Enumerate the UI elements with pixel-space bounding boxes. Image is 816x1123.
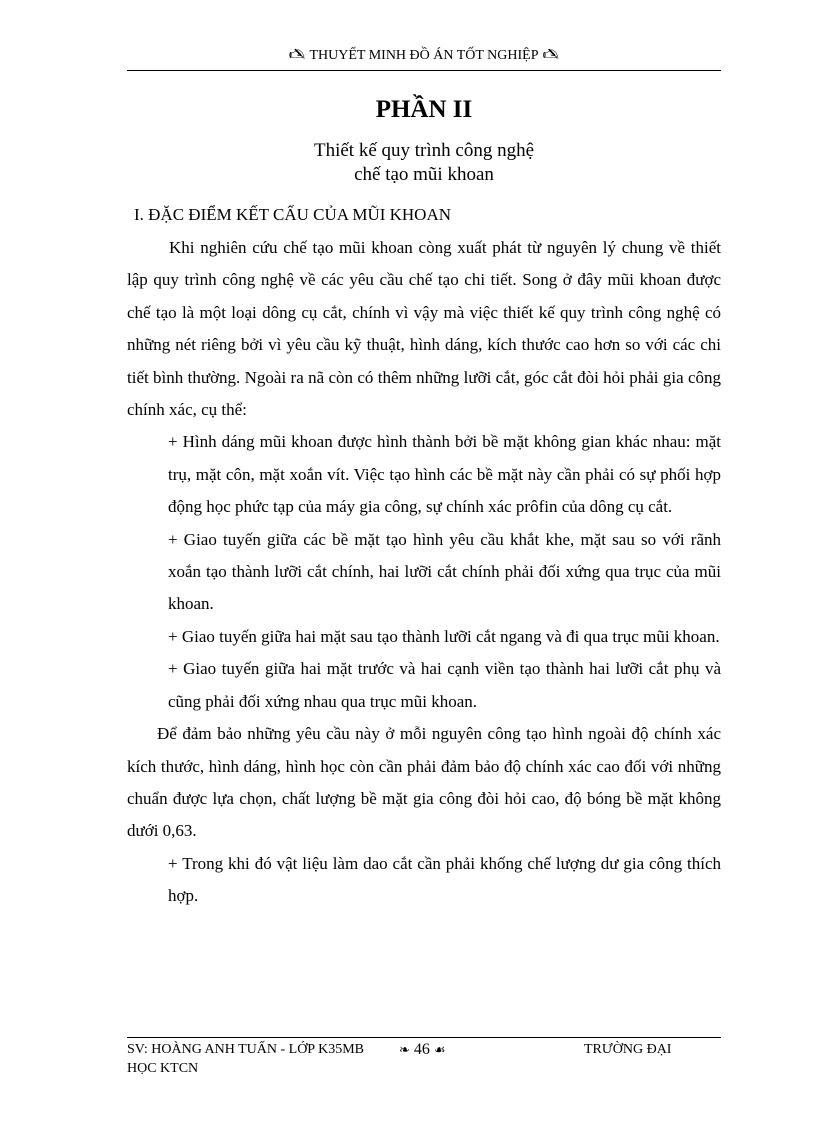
part-title: PHẦN II bbox=[375, 96, 473, 123]
bullet-paragraph: + Giao tuyến giữa hai mặt trước và hai cạnh viền tạo thành hai lưỡi cắt phụ và cũng phải đối xứng nhau qua trục mũi khoan. bbox=[168, 659, 721, 711]
page-number: 46 bbox=[413, 1041, 430, 1058]
footer-author: SV: HOÀNG ANH TUẤN - LỚP K35MB bbox=[127, 1042, 364, 1057]
floral-ornament-icon: ☙ bbox=[433, 1042, 446, 1057]
footer-school-continued: HỌC KTCN bbox=[127, 1061, 199, 1076]
footer-school: TRƯỜNG ĐẠI bbox=[584, 1042, 672, 1057]
bullet-paragraph: + Giao tuyến giữa các bề mặt tạo hình yêu cầu khắt khe, mặt sau so với rãnh xoắn tạo thành lưỡi cắt chính, hai lưỡi cắt chính phải đối xứng qua trục của mũi khoan. bbox=[168, 529, 721, 614]
header-title: THUYẾT MINH ĐỒ ÁN TỐT NGHIỆP bbox=[309, 48, 539, 63]
hand-pointer-left-icon: 🖎 bbox=[288, 48, 306, 63]
section-heading: I. ĐẶC ĐIỂM KẾT CẤU CỦA MŨI KHOAN bbox=[134, 205, 452, 224]
paragraph-requirements: Để đảm bảo những yêu cầu này ở mỗi nguyên công tạo hình ngoài độ chính xác kích thước, hình dáng, hình học còn cần phải đảm bảo độ chính xác cao đối với những chuẩn được lựa chọn, chất lượng bề mặt gia công đòi hỏi cao, độ bóng bề mặt không dưới 0,63. bbox=[127, 724, 721, 841]
bullet-paragraph: + Giao tuyến giữa hai mặt sau tạo thành lưỡi cắt ngang và đi qua trục mũi khoan. bbox=[168, 626, 720, 646]
footer-rule bbox=[127, 1037, 721, 1038]
paragraph-intro: Khi nghiên cứu chế tạo mũi khoan còng xuất phát từ nguyên lý chung về thiết lập quy trình công nghệ về các yêu cầu chế tạo chi tiết. Song ở đây mũi khoan được chế tạo là một loại dông cụ cắt, chính vì vậy mà việc thiết kế quy trình công nghệ có những nét riêng bởi vì yêu cầu kỹ thuật, hình dáng, kích thước cao hơn so với các chi tiết bình thường. Ngoài ra nã còn có thêm những lưỡi cắt, góc cắt đòi hỏi phải gia công chính xác, cụ thể: bbox=[127, 238, 721, 420]
part-subtitle-line2: chế tạo mũi khoan bbox=[354, 164, 494, 185]
hand-pointer-right-icon: 🖎 bbox=[542, 48, 560, 63]
bullet-paragraph: + Hình dáng mũi khoan được hình thành bởi bề mặt không gian khác nhau: mặt trụ, mặt côn, mặt xoắn vít. Việc tạo hình các bề mặt này cần phải có sự phối hợp động học phức tạp của máy gia công, sự chính xác prôfin của dông cụ cắt. bbox=[168, 432, 721, 517]
header-rule bbox=[127, 70, 721, 71]
footer-page-number-group bbox=[399, 1040, 446, 1059]
floral-ornament-icon: ❧ bbox=[399, 1042, 410, 1057]
part-subtitle-line1: Thiết kế quy trình công nghệ bbox=[313, 140, 535, 161]
running-header bbox=[127, 44, 721, 68]
bullet-paragraph: + Trong khi đó vật liệu làm dao cắt cần phải khống chế lượng dư gia công thích hợp. bbox=[168, 853, 721, 906]
body-text bbox=[127, 232, 721, 913]
